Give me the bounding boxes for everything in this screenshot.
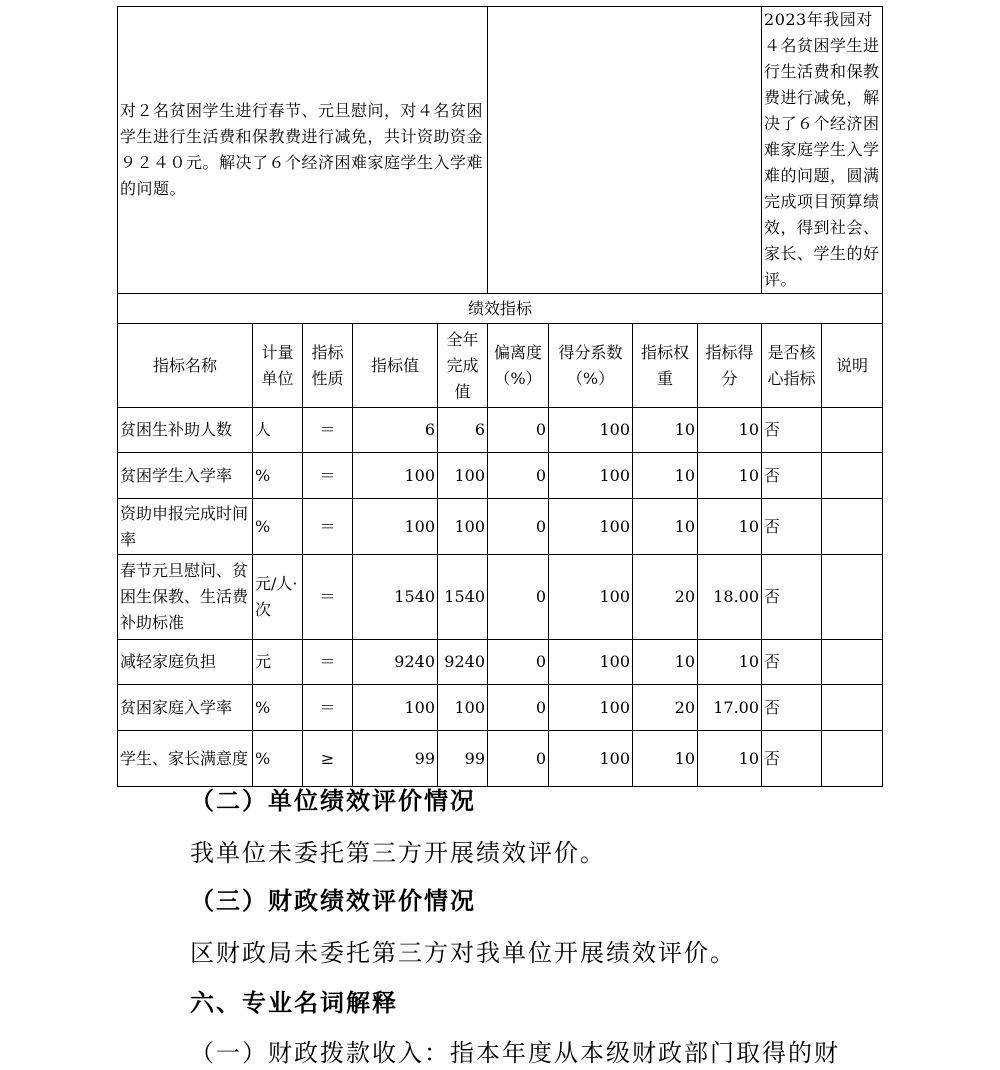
indicator-rows [118, 408, 883, 787]
row-coef-cell: 100 [549, 408, 633, 453]
row-unit-cell: 人 [253, 408, 303, 453]
header-cell: 指标值 [353, 324, 438, 408]
row-core-cell: 否 [762, 453, 822, 499]
row-score-cell: 18.00 [698, 555, 762, 640]
table-row [118, 640, 883, 685]
row-nature-cell: ＝ [303, 685, 353, 731]
row-weight-cell: 20 [633, 555, 698, 640]
summary-left-cell: 对２名贫困学生进行春节、元旦慰问，对４名贫困学生进行生活费和保教费进行减免，共计资助资金９２４０元。解决了６个经济困难家庭学生入学难的问题。 [118, 7, 488, 294]
row-note-cell [822, 408, 883, 453]
para-terms-start: （一）财政拨款收入：指本年度从本级财政部门取得的财 [190, 1039, 840, 1067]
row-deviation-cell: 0 [488, 731, 549, 787]
section-title-row [118, 294, 883, 324]
row-name-cell: 贫困家庭入学率 [118, 685, 253, 731]
row-name-cell: 春节元旦慰问、贫困生保教、生活费补助标准 [118, 555, 253, 640]
row-name-cell: 减轻家庭负担 [118, 640, 253, 685]
header-cell: 是否核心指标 [762, 324, 822, 408]
row-core-cell: 否 [762, 640, 822, 685]
para-finance-eval: 区财政局未委托第三方对我单位开展绩效评价。 [190, 939, 736, 967]
performance-table [117, 6, 883, 787]
row-coef-cell: 100 [549, 453, 633, 499]
header-cell: 指标权重 [633, 324, 698, 408]
row-target-cell: 9240 [353, 640, 438, 685]
row-nature-cell: ＝ [303, 555, 353, 640]
header-cell: 指标名称 [118, 324, 253, 408]
heading-finance-eval: （三）财政绩效评价情况 [190, 886, 476, 915]
table-row [118, 499, 883, 555]
summary-right-cell: 2023年我园对４名贫困学生进行生活费和保教费进行减免，解决了６个经济困难家庭学生入学难的问题，圆满完成项目预算绩效，得到社会、家长、学生的好评。 [762, 7, 883, 294]
row-coef-cell: 100 [549, 555, 633, 640]
row-note-cell [822, 685, 883, 731]
header-cell: 全年完成值 [438, 324, 488, 408]
row-coef-cell: 100 [549, 640, 633, 685]
row-coef-cell: 100 [549, 685, 633, 731]
row-unit-cell: 元/人·次 [253, 555, 303, 640]
header-row [118, 324, 883, 408]
row-target-cell: 100 [353, 453, 438, 499]
row-unit-cell: % [253, 453, 303, 499]
row-coef-cell: 100 [549, 731, 633, 787]
table-row [118, 408, 883, 453]
row-deviation-cell: 0 [488, 499, 549, 555]
row-target-cell: 1540 [353, 555, 438, 640]
row-target-cell: 100 [353, 685, 438, 731]
row-name-cell: 贫困生补助人数 [118, 408, 253, 453]
row-deviation-cell: 0 [488, 453, 549, 499]
row-core-cell: 否 [762, 555, 822, 640]
row-unit-cell: 元 [253, 640, 303, 685]
row-coef-cell: 100 [549, 499, 633, 555]
row-deviation-cell: 0 [488, 685, 549, 731]
header-cell: 指标得分 [698, 324, 762, 408]
row-deviation-cell: 0 [488, 408, 549, 453]
summary-middle-cell [488, 7, 762, 294]
table-row [118, 685, 883, 731]
header-cell: 得分系数（%） [549, 324, 633, 408]
row-deviation-cell: 0 [488, 555, 549, 640]
section-title: 绩效指标 [118, 294, 883, 324]
row-actual-cell: 1540 [438, 555, 488, 640]
para-unit-eval: 我单位未委托第三方开展绩效评价。 [190, 839, 606, 867]
row-unit-cell: % [253, 499, 303, 555]
row-target-cell: 100 [353, 499, 438, 555]
row-weight-cell: 10 [633, 640, 698, 685]
table-row [118, 731, 883, 787]
header-cell: 说明 [822, 324, 883, 408]
row-unit-cell: % [253, 731, 303, 787]
row-name-cell: 资助申报完成时间率 [118, 499, 253, 555]
row-deviation-cell: 0 [488, 640, 549, 685]
row-score-cell: 10 [698, 731, 762, 787]
row-score-cell: 10 [698, 499, 762, 555]
row-note-cell [822, 731, 883, 787]
row-nature-cell: ＝ [303, 408, 353, 453]
row-weight-cell: 10 [633, 408, 698, 453]
row-actual-cell: 6 [438, 408, 488, 453]
row-core-cell: 否 [762, 499, 822, 555]
summary-row [118, 7, 883, 294]
row-name-cell: 学生、家长满意度 [118, 731, 253, 787]
header-cell: 指标性质 [303, 324, 353, 408]
row-score-cell: 10 [698, 453, 762, 499]
row-score-cell: 17.00 [698, 685, 762, 731]
row-actual-cell: 100 [438, 453, 488, 499]
row-weight-cell: 10 [633, 731, 698, 787]
row-actual-cell: 100 [438, 499, 488, 555]
row-target-cell: 99 [353, 731, 438, 787]
row-core-cell: 否 [762, 685, 822, 731]
row-core-cell: 否 [762, 731, 822, 787]
table-row [118, 453, 883, 499]
row-score-cell: 10 [698, 408, 762, 453]
table-row [118, 555, 883, 640]
row-target-cell: 6 [353, 408, 438, 453]
header-cell: 偏离度（%） [488, 324, 549, 408]
header-cell: 计量单位 [253, 324, 303, 408]
heading-unit-eval: （二）单位绩效评价情况 [190, 786, 476, 815]
row-score-cell: 10 [698, 640, 762, 685]
row-name-cell: 贫困学生入学率 [118, 453, 253, 499]
row-nature-cell: ＝ [303, 453, 353, 499]
row-note-cell [822, 640, 883, 685]
row-nature-cell: ＝ [303, 499, 353, 555]
row-weight-cell: 20 [633, 685, 698, 731]
heading-terms: 六、专业名词解释 [190, 988, 398, 1017]
row-actual-cell: 99 [438, 731, 488, 787]
row-note-cell [822, 555, 883, 640]
row-actual-cell: 100 [438, 685, 488, 731]
row-weight-cell: 10 [633, 499, 698, 555]
row-note-cell [822, 499, 883, 555]
row-core-cell: 否 [762, 408, 822, 453]
row-nature-cell: ≥ [303, 731, 353, 787]
row-note-cell [822, 453, 883, 499]
row-unit-cell: % [253, 685, 303, 731]
row-nature-cell: ＝ [303, 640, 353, 685]
row-actual-cell: 9240 [438, 640, 488, 685]
row-weight-cell: 10 [633, 453, 698, 499]
